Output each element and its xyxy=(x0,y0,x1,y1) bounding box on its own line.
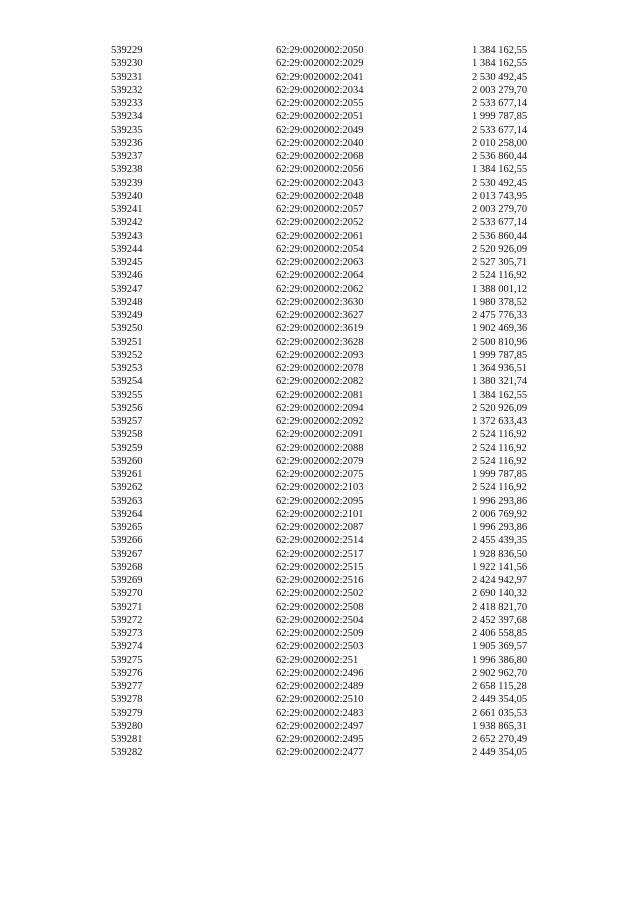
cadastral-number-cell: 62:29:0020002:2510 xyxy=(276,694,364,706)
table-row xyxy=(0,296,640,309)
cadastral-number-cell: 62:29:0020002:2029 xyxy=(276,58,364,70)
cadastral-number-cell: 62:29:0020002:2516 xyxy=(276,575,364,586)
cadastral-value-table xyxy=(0,44,640,760)
cadastral-value-cell: 1 928 836,50 xyxy=(472,548,528,560)
row-id-cell: 539237 xyxy=(111,151,143,162)
cadastral-value-cell: 2 527 305,71 xyxy=(472,257,528,268)
cadastral-number-cell: 62:29:0020002:2061 xyxy=(276,230,364,242)
row-id-cell: 539250 xyxy=(111,323,143,335)
cadastral-number-cell: 62:29:0020002:2502 xyxy=(276,588,364,600)
cadastral-value-cell: 2 661 035,53 xyxy=(472,707,528,719)
cadastral-value-cell: 2 536 860,44 xyxy=(472,230,528,242)
table-row xyxy=(0,733,640,746)
table-row xyxy=(0,707,640,720)
cadastral-number-cell: 62:29:0020002:2489 xyxy=(276,681,364,692)
table-row xyxy=(0,84,640,97)
table-row xyxy=(0,283,640,296)
table-row xyxy=(0,640,640,653)
cadastral-number-cell: 62:29:0020002:2052 xyxy=(276,217,364,229)
cadastral-number-cell: 62:29:0020002:2068 xyxy=(276,151,364,162)
row-id-cell: 539259 xyxy=(111,442,143,454)
table-row xyxy=(0,190,640,203)
cadastral-value-cell: 2 652 270,49 xyxy=(472,734,528,745)
table-row xyxy=(0,693,640,706)
cadastral-value-cell: 2 524 116,92 xyxy=(472,455,527,467)
row-id-cell: 539229 xyxy=(111,45,143,56)
cadastral-number-cell: 62:29:0020002:2081 xyxy=(276,389,364,401)
cadastral-number-cell: 62:29:0020002:2477 xyxy=(276,747,364,759)
row-id-cell: 539263 xyxy=(111,495,143,507)
row-id-cell: 539281 xyxy=(111,734,143,745)
table-row xyxy=(0,601,640,614)
table-row xyxy=(0,481,640,494)
row-id-cell: 539267 xyxy=(111,548,143,560)
cadastral-value-cell: 2 902 962,70 xyxy=(472,667,528,679)
cadastral-value-cell: 1 380 321,74 xyxy=(472,376,528,388)
cadastral-value-cell: 1 922 141,56 xyxy=(472,561,528,573)
cadastral-number-cell: 62:29:0020002:2062 xyxy=(276,283,364,295)
row-id-cell: 539260 xyxy=(111,455,143,467)
cadastral-value-cell: 2 524 116,92 xyxy=(472,482,527,494)
cadastral-value-cell: 1 996 386,80 xyxy=(472,654,528,666)
table-row xyxy=(0,680,640,693)
cadastral-value-cell: 1 905 369,57 xyxy=(472,641,528,653)
row-id-cell: 539247 xyxy=(111,283,143,295)
cadastral-number-cell: 62:29:0020002:2497 xyxy=(276,720,364,732)
cadastral-number-cell: 62:29:0020002:2050 xyxy=(276,45,364,56)
row-id-cell: 539258 xyxy=(111,429,143,441)
table-row xyxy=(0,137,640,150)
table-row xyxy=(0,389,640,402)
cadastral-value-cell: 2 536 860,44 xyxy=(472,151,528,162)
table-row xyxy=(0,627,640,640)
table-row xyxy=(0,587,640,600)
cadastral-number-cell: 62:29:0020002:2101 xyxy=(276,508,364,520)
row-id-cell: 539266 xyxy=(111,535,143,547)
cadastral-value-cell: 1 384 162,55 xyxy=(472,58,528,70)
cadastral-value-cell: 2 524 116,92 xyxy=(472,429,527,441)
table-row xyxy=(0,44,640,57)
cadastral-number-cell: 62:29:0020002:2094 xyxy=(276,402,364,414)
cadastral-number-cell: 62:29:0020002:2048 xyxy=(276,190,364,202)
cadastral-number-cell: 62:29:0020002:2088 xyxy=(276,442,364,454)
cadastral-number-cell: 62:29:0020002:2103 xyxy=(276,482,364,494)
cadastral-value-cell: 2 003 279,70 xyxy=(472,204,528,215)
cadastral-number-cell: 62:29:0020002:2078 xyxy=(276,363,364,374)
cadastral-number-cell: 62:29:0020002:2054 xyxy=(276,243,364,255)
table-row xyxy=(0,746,640,759)
row-id-cell: 539276 xyxy=(111,667,143,679)
cadastral-value-cell: 2 690 140,32 xyxy=(472,588,528,600)
row-id-cell: 539233 xyxy=(111,98,143,109)
cadastral-value-cell: 2 449 354,05 xyxy=(472,747,528,759)
cadastral-number-cell: 62:29:0020002:2495 xyxy=(276,734,364,745)
cadastral-value-cell: 1 372 633,43 xyxy=(472,416,528,427)
table-row xyxy=(0,362,640,375)
cadastral-value-cell: 1 384 162,55 xyxy=(472,389,528,401)
table-row xyxy=(0,561,640,574)
cadastral-value-cell: 1 384 162,55 xyxy=(472,45,528,56)
cadastral-number-cell: 62:29:0020002:2056 xyxy=(276,164,364,176)
table-row xyxy=(0,230,640,243)
row-id-cell: 539273 xyxy=(111,628,143,639)
table-row xyxy=(0,216,640,229)
row-id-cell: 539248 xyxy=(111,296,143,308)
table-row xyxy=(0,720,640,733)
row-id-cell: 539272 xyxy=(111,614,143,626)
row-id-cell: 539246 xyxy=(111,270,143,282)
cadastral-value-cell: 2 530 492,45 xyxy=(472,177,528,189)
cadastral-value-cell: 2 452 397,68 xyxy=(472,614,528,626)
row-id-cell: 539271 xyxy=(111,601,143,613)
cadastral-value-cell: 1 999 787,85 xyxy=(472,469,528,480)
row-id-cell: 539252 xyxy=(111,349,143,361)
row-id-cell: 539253 xyxy=(111,363,143,374)
cadastral-number-cell: 62:29:0020002:2483 xyxy=(276,707,364,719)
table-row xyxy=(0,163,640,176)
row-id-cell: 539239 xyxy=(111,177,143,189)
cadastral-value-cell: 1 938 865,31 xyxy=(472,720,528,732)
cadastral-value-cell: 1 996 293,86 xyxy=(472,522,528,533)
table-row xyxy=(0,256,640,269)
cadastral-value-cell: 1 384 162,55 xyxy=(472,164,528,176)
cadastral-number-cell: 62:29:0020002:2064 xyxy=(276,270,364,282)
cadastral-number-cell: 62:29:0020002:2051 xyxy=(276,111,364,123)
table-row xyxy=(0,243,640,256)
row-id-cell: 539254 xyxy=(111,376,143,388)
cadastral-number-cell: 62:29:0020002:2041 xyxy=(276,71,364,83)
cadastral-number-cell: 62:29:0020002:2040 xyxy=(276,137,364,149)
cadastral-number-cell: 62:29:0020002:2091 xyxy=(276,429,364,441)
row-id-cell: 539234 xyxy=(111,111,143,123)
row-id-cell: 539282 xyxy=(111,747,143,759)
row-id-cell: 539232 xyxy=(111,84,143,96)
row-id-cell: 539261 xyxy=(111,469,143,480)
cadastral-number-cell: 62:29:0020002:2093 xyxy=(276,349,364,361)
cadastral-value-cell: 1 980 378,52 xyxy=(472,296,528,308)
table-row xyxy=(0,442,640,455)
row-id-cell: 539278 xyxy=(111,694,143,706)
table-row xyxy=(0,71,640,84)
cadastral-value-cell: 1 999 787,85 xyxy=(472,111,528,123)
cadastral-number-cell: 62:29:0020002:2055 xyxy=(276,98,364,109)
cadastral-number-cell: 62:29:0020002:3628 xyxy=(276,336,364,348)
row-id-cell: 539279 xyxy=(111,707,143,719)
cadastral-number-cell: 62:29:0020002:3630 xyxy=(276,296,364,308)
cadastral-value-cell: 2 449 354,05 xyxy=(472,694,528,706)
row-id-cell: 539244 xyxy=(111,243,143,255)
row-id-cell: 539274 xyxy=(111,641,143,653)
table-row xyxy=(0,548,640,561)
row-id-cell: 539257 xyxy=(111,416,143,427)
cadastral-value-cell: 2 533 677,14 xyxy=(472,217,528,229)
table-row xyxy=(0,402,640,415)
table-row xyxy=(0,322,640,335)
table-row xyxy=(0,375,640,388)
cadastral-value-cell: 1 388 001,12 xyxy=(472,283,528,295)
cadastral-value-cell: 2 475 776,33 xyxy=(472,310,528,321)
table-row xyxy=(0,654,640,667)
row-id-cell: 539249 xyxy=(111,310,143,321)
row-id-cell: 539280 xyxy=(111,720,143,732)
cadastral-number-cell: 62:29:0020002:2075 xyxy=(276,469,364,480)
table-row xyxy=(0,177,640,190)
cadastral-value-cell: 2 524 116,92 xyxy=(472,442,527,454)
cadastral-value-cell: 2 455 439,35 xyxy=(472,535,528,547)
table-row xyxy=(0,150,640,163)
row-id-cell: 539264 xyxy=(111,508,143,520)
cadastral-number-cell: 62:29:0020002:2503 xyxy=(276,641,364,653)
table-row xyxy=(0,495,640,508)
cadastral-value-cell: 2 010 258,00 xyxy=(472,137,528,149)
cadastral-number-cell: 62:29:0020002:2063 xyxy=(276,257,364,268)
cadastral-number-cell: 62:29:0020002:2517 xyxy=(276,548,364,560)
table-row xyxy=(0,468,640,481)
cadastral-value-cell: 2 658 115,28 xyxy=(472,681,527,692)
cadastral-number-cell: 62:29:0020002:3627 xyxy=(276,310,364,321)
table-row xyxy=(0,667,640,680)
cadastral-value-cell: 2 520 926,09 xyxy=(472,243,528,255)
table-row xyxy=(0,269,640,282)
row-id-cell: 539277 xyxy=(111,681,143,692)
row-id-cell: 539265 xyxy=(111,522,143,533)
cadastral-number-cell: 62:29:0020002:2095 xyxy=(276,495,364,507)
cadastral-value-cell: 2 424 942,97 xyxy=(472,575,528,586)
cadastral-number-cell: 62:29:0020002:2509 xyxy=(276,628,364,639)
table-row xyxy=(0,349,640,362)
cadastral-value-cell: 2 006 769,92 xyxy=(472,508,528,520)
table-row xyxy=(0,534,640,547)
row-id-cell: 539245 xyxy=(111,257,143,268)
cadastral-value-cell: 2 406 558,85 xyxy=(472,628,528,639)
row-id-cell: 539270 xyxy=(111,588,143,600)
cadastral-number-cell: 62:29:0020002:2496 xyxy=(276,667,364,679)
cadastral-number-cell: 62:29:0020002:2092 xyxy=(276,416,364,427)
row-id-cell: 539235 xyxy=(111,124,143,136)
row-id-cell: 539255 xyxy=(111,389,143,401)
table-row xyxy=(0,309,640,322)
cadastral-value-cell: 2 418 821,70 xyxy=(472,601,528,613)
row-id-cell: 539241 xyxy=(111,204,143,215)
row-id-cell: 539262 xyxy=(111,482,143,494)
row-id-cell: 539242 xyxy=(111,217,143,229)
row-id-cell: 539268 xyxy=(111,561,143,573)
cadastral-number-cell: 62:29:0020002:2087 xyxy=(276,522,364,533)
cadastral-value-cell: 2 533 677,14 xyxy=(472,98,528,109)
cadastral-value-cell: 1 902 469,36 xyxy=(472,323,528,335)
cadastral-value-cell: 2 013 743,95 xyxy=(472,190,528,202)
cadastral-number-cell: 62:29:0020002:2079 xyxy=(276,455,364,467)
table-row xyxy=(0,508,640,521)
cadastral-number-cell: 62:29:0020002:2514 xyxy=(276,535,364,547)
cadastral-value-cell: 2 530 492,45 xyxy=(472,71,528,83)
table-row xyxy=(0,614,640,627)
row-id-cell: 539256 xyxy=(111,402,143,414)
row-id-cell: 539240 xyxy=(111,190,143,202)
table-row xyxy=(0,110,640,123)
cadastral-value-cell: 1 999 787,85 xyxy=(472,349,528,361)
cadastral-value-cell: 2 500 810,96 xyxy=(472,336,528,348)
cadastral-number-cell: 62:29:0020002:2508 xyxy=(276,601,364,613)
cadastral-number-cell: 62:29:0020002:2515 xyxy=(276,561,364,573)
cadastral-number-cell: 62:29:0020002:2082 xyxy=(276,376,364,388)
row-id-cell: 539251 xyxy=(111,336,143,348)
cadastral-value-cell: 1 364 936,51 xyxy=(472,363,528,374)
cadastral-number-cell: 62:29:0020002:2034 xyxy=(276,84,364,96)
table-row xyxy=(0,57,640,70)
table-row xyxy=(0,428,640,441)
row-id-cell: 539243 xyxy=(111,230,143,242)
cadastral-value-cell: 1 996 293,86 xyxy=(472,495,528,507)
table-row xyxy=(0,521,640,534)
row-id-cell: 539230 xyxy=(111,58,143,70)
table-row xyxy=(0,203,640,216)
cadastral-value-cell: 2 533 677,14 xyxy=(472,124,528,136)
table-row xyxy=(0,336,640,349)
row-id-cell: 539275 xyxy=(111,654,143,666)
row-id-cell: 539231 xyxy=(111,71,143,83)
row-id-cell: 539269 xyxy=(111,575,143,586)
cadastral-number-cell: 62:29:0020002:2504 xyxy=(276,614,364,626)
table-row xyxy=(0,97,640,110)
row-id-cell: 539236 xyxy=(111,137,143,149)
table-row xyxy=(0,415,640,428)
cadastral-number-cell: 62:29:0020002:2057 xyxy=(276,204,364,215)
cadastral-number-cell: 62:29:0020002:2049 xyxy=(276,124,364,136)
table-row xyxy=(0,124,640,137)
cadastral-number-cell: 62:29:0020002:2043 xyxy=(276,177,364,189)
table-row xyxy=(0,455,640,468)
cadastral-number-cell: 62:29:0020002:3619 xyxy=(276,323,364,335)
cadastral-value-cell: 2 520 926,09 xyxy=(472,402,528,414)
cadastral-value-cell: 2 003 279,70 xyxy=(472,84,528,96)
row-id-cell: 539238 xyxy=(111,164,143,176)
table-row xyxy=(0,574,640,587)
cadastral-value-cell: 2 524 116,92 xyxy=(472,270,527,282)
cadastral-number-cell: 62:29:0020002:251 xyxy=(276,654,359,666)
